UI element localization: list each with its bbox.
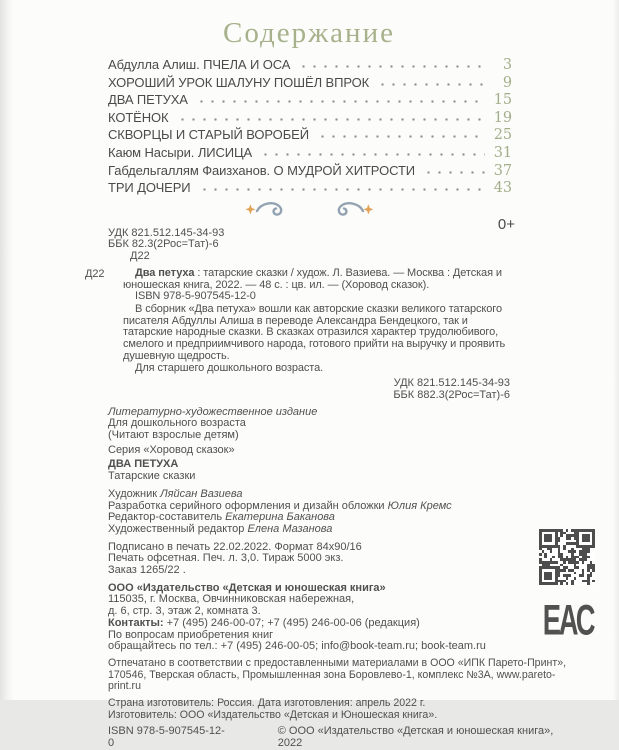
author-sign-margin: Д22 bbox=[85, 267, 105, 280]
edition-age2: (Читают взрослые детям) bbox=[108, 429, 239, 441]
dot-leader bbox=[175, 110, 485, 128]
bottom-line bbox=[108, 726, 568, 749]
dot-leader bbox=[315, 127, 485, 145]
toc-entry-title: КОТЁНОК bbox=[108, 109, 169, 125]
origin-line: Изготовитель: ООО «Издательство «Детская и Юношеская книга». bbox=[108, 708, 438, 721]
age-rating-badge: 0+ bbox=[497, 216, 515, 233]
catalog-card bbox=[85, 266, 519, 375]
print-info-line: Заказ 1265/22 . bbox=[108, 564, 186, 577]
series-line: Серия «Хоровод сказок» bbox=[108, 443, 235, 456]
bbk-code: ББК 82.3(2Рос=Тат)-6 bbox=[108, 238, 219, 251]
dot-leader bbox=[296, 57, 485, 75]
copyright: © ООО «Издательство «Детская и юношеская книга», 2022 bbox=[277, 725, 554, 750]
credit-name: Ляйсан Вазиева bbox=[160, 487, 243, 500]
udk-bbk-block bbox=[108, 228, 568, 263]
ornament-divider bbox=[108, 200, 512, 223]
toc-entry bbox=[108, 127, 512, 145]
toc-entry bbox=[108, 57, 512, 75]
book-title: ДВА ПЕТУХА bbox=[108, 458, 179, 471]
credit-role: Редактор-составитель bbox=[108, 511, 226, 524]
eac-mark-icon: ЕАС bbox=[542, 596, 594, 644]
imprint-section bbox=[85, 226, 568, 750]
toc-entry bbox=[108, 180, 512, 198]
dot-leader bbox=[197, 180, 485, 198]
edition-age1: Для дошкольного возраста bbox=[108, 417, 246, 430]
edition-block bbox=[108, 407, 568, 442]
print-info-block bbox=[108, 542, 568, 577]
credit-role: Разработка серийного оформления и дизайн обложки bbox=[108, 499, 388, 512]
contacts-label: Контакты: bbox=[108, 616, 164, 629]
credit-name: Екатерина Баканова bbox=[225, 511, 335, 524]
origin-block bbox=[108, 698, 568, 721]
author-sign-code: Д22 bbox=[130, 250, 150, 263]
isbn-line: ISBN 978-5-907545-12-0 bbox=[135, 290, 256, 303]
udk-code-right: УДК 821.512.145-34-93 bbox=[393, 377, 510, 390]
credit-line bbox=[108, 524, 568, 536]
credit-name: Юлия Кремс bbox=[387, 499, 452, 512]
publisher-address: 115035, г. Москва, Овчинниковская набережная, bbox=[108, 593, 355, 606]
toc-entry-page: 3 bbox=[502, 57, 512, 73]
isbn-bottom: ISBN 978-5-907545-12-0 bbox=[108, 725, 225, 750]
toc-entry-title: Абдулла Алиш. ПЧЕЛА И ОСА bbox=[108, 57, 291, 72]
toc-entry-page: 15 bbox=[493, 92, 512, 109]
toc-entry bbox=[108, 110, 512, 128]
toc-entry-page: 37 bbox=[493, 162, 512, 179]
book-subtitle: Татарские сказки bbox=[108, 470, 196, 483]
edition-type: Литературно-художественное издание bbox=[108, 405, 318, 418]
toc-entry bbox=[108, 75, 512, 93]
bib-rest: : татарские сказки / худож. Л. Вазиева. — Москва : Детская и юношеская книга, 2022. — 48 с. : цв. ил. — (Хоровод сказок). bbox=[123, 266, 502, 291]
annotation-age: Для старшего дошкольного возраста. bbox=[135, 362, 324, 375]
print-info-line: Печать офсетная. Печ. л. 3,0. Тираж 5000 экз. bbox=[108, 552, 344, 565]
toc-entry-title: СКВОРЦЫ И СТАРЫЙ ВОРОБЕЙ bbox=[108, 127, 309, 143]
toc-entry bbox=[108, 92, 512, 110]
qr-code bbox=[539, 529, 595, 585]
toc-entry-page: 9 bbox=[502, 74, 512, 91]
toc-entry-title: ХОРОШИЙ УРОК ШАЛУНУ ПОШЁЛ ВПРОК bbox=[108, 74, 370, 90]
printed-at-line: Отпечатано в соответствии с предоставленными материалами в ООО «ИПК Парето-Принт», bbox=[108, 656, 567, 669]
dot-leader bbox=[421, 163, 485, 181]
udk-code: УДК 821.512.145-34-93 bbox=[108, 226, 225, 239]
toc-entry-page: 19 bbox=[493, 109, 512, 126]
toc-entry bbox=[108, 145, 512, 163]
credits-block bbox=[108, 489, 568, 536]
credit-role: Художник bbox=[108, 487, 161, 500]
toc-entry-page: 43 bbox=[493, 180, 512, 197]
swirl-ornament-icon bbox=[235, 200, 385, 218]
publisher-name: ООО «Издательство «Детская и юношеская книга» bbox=[108, 581, 386, 594]
credit-name: Елена Мазанова bbox=[247, 522, 333, 535]
dot-leader bbox=[258, 145, 485, 163]
toc-entry-title: ТРИ ДОЧЕРИ bbox=[108, 180, 191, 196]
page-title: Содержание bbox=[223, 17, 395, 49]
origin-line: Страна изготовитель: Россия. Дата изготовления: апрель 2022 г. bbox=[108, 697, 426, 710]
contacts-phones: +7 (495) 246-00-07; +7 (495) 246-00-06 (редакция) bbox=[163, 616, 420, 629]
annotation: В сборник «Два петуха» вошли как авторские сказки великого татарского писателя Абдуллы Алиша в переводе Александра Бендецкого, так и татарские народные сказки. В сказках отразился характер трудолюбивого, смелого и предприимчивого народа, готового прийти на выручку и проявить душевную щедрость. bbox=[123, 302, 506, 362]
printed-at-line: 170546, Тверская область, Промышленная зона Боровлево-1, комплекс №3А, www.pareto-print.ru bbox=[108, 668, 556, 693]
toc-entry-title: ДВА ПЕТУХА bbox=[108, 92, 188, 108]
purchase-line: По вопросам приобретения книг bbox=[108, 628, 274, 641]
toc-entry-title: Каюм Насыри. ЛИСИЦА bbox=[108, 144, 253, 160]
toc-entry-page: 31 bbox=[493, 144, 512, 161]
purchase-line: обращайтесь по тел.: +7 (495) 246-00-05; info@book-team.ru; book-team.ru bbox=[108, 640, 486, 653]
printed-at-block bbox=[108, 658, 568, 693]
bibliographic-description bbox=[123, 268, 519, 291]
toc-entry-page: 25 bbox=[493, 127, 512, 144]
udk-bbk-right-block bbox=[108, 378, 510, 401]
publisher-address: д. 6, стр. 3, этаж 2, комната 3. bbox=[108, 605, 261, 618]
toc-entry bbox=[108, 163, 512, 181]
table-of-contents bbox=[108, 57, 512, 198]
dot-leader bbox=[375, 75, 485, 93]
publisher-contacts bbox=[108, 618, 568, 630]
print-info-line: Подписано в печать 22.02.2022. Формат 84х90/16 bbox=[108, 540, 362, 553]
book-title-block bbox=[108, 459, 568, 482]
credit-role: Художественный редактор bbox=[108, 522, 248, 535]
toc-entry-title: Габдельгаллям Фаизханов. О МУДРОЙ ХИТРОСТИ bbox=[108, 162, 416, 178]
bib-title: Два петуха bbox=[135, 266, 195, 279]
bbk-code-right: ББК 882.3(2Рос=Тат)-6 bbox=[393, 388, 510, 401]
publisher-block bbox=[108, 583, 568, 653]
dot-leader bbox=[194, 92, 485, 110]
